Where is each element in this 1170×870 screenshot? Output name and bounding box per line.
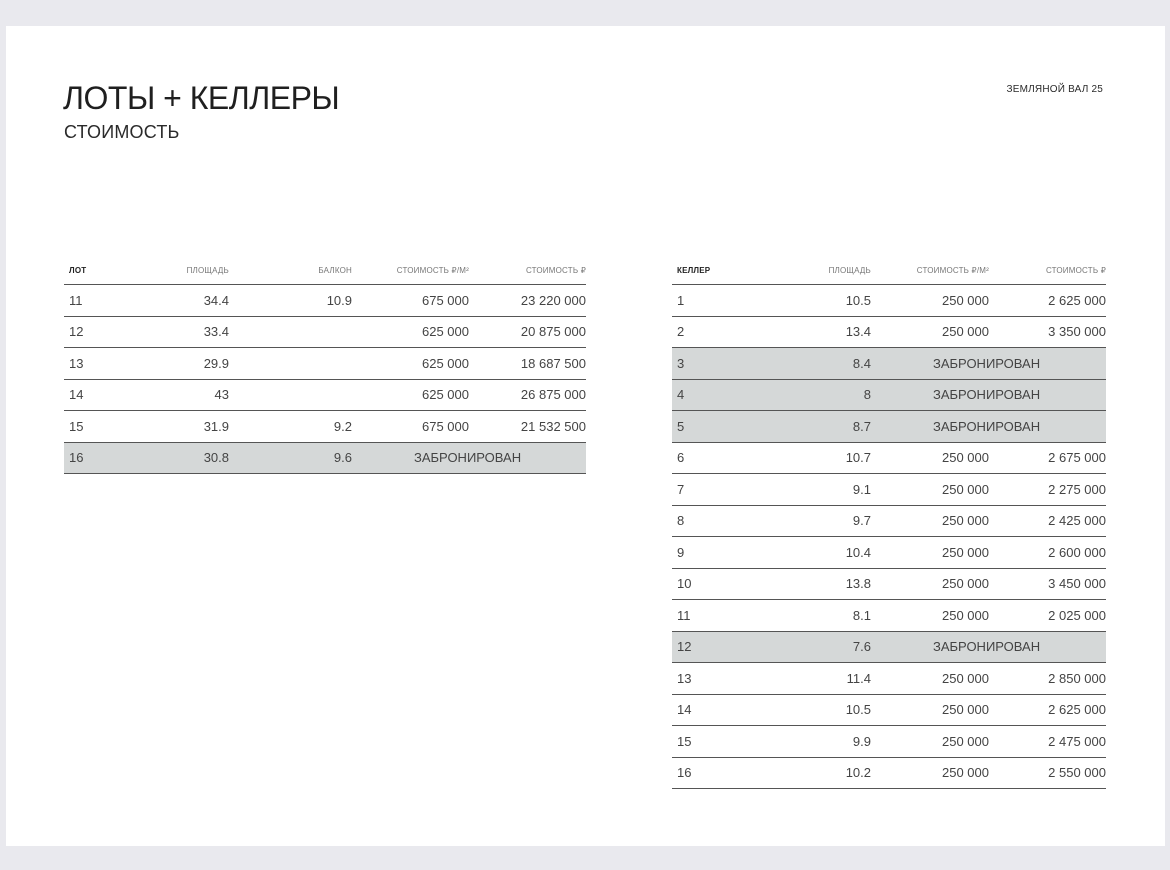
keller-row [672, 537, 1106, 569]
keller-price: 3 450 000 [989, 568, 1106, 600]
keller-area: 13.8 [752, 568, 871, 600]
lots-col-balcony: БАЛКОН [229, 256, 352, 285]
kellers-col-area: ПЛОЩАДЬ [752, 256, 871, 285]
keller-area: 9.9 [752, 726, 871, 758]
kellers-table [672, 256, 1106, 789]
kellers-col-price-m2: СТОИМОСТЬ ₽/М² [871, 256, 989, 285]
keller-row [672, 568, 1106, 600]
keller-area: 10.5 [752, 285, 871, 317]
lots-col-price-m2: СТОИМОСТЬ ₽/М² [352, 256, 469, 285]
keller-row [672, 411, 1106, 443]
keller-price-m2: 250 000 [871, 726, 989, 758]
keller-price-m2: 250 000 [871, 568, 989, 600]
keller-price: 2 600 000 [989, 537, 1106, 569]
keller-price: 2 025 000 [989, 600, 1106, 632]
lots-table [64, 256, 586, 474]
keller-number: 3 [672, 348, 752, 380]
keller-row [672, 348, 1106, 380]
keller-price-m2: 250 000 [871, 316, 989, 348]
keller-price-m2: 250 000 [871, 694, 989, 726]
keller-number: 7 [672, 474, 752, 506]
lot-row [64, 316, 586, 348]
keller-number: 16 [672, 757, 752, 789]
keller-area: 8.1 [752, 600, 871, 632]
keller-row [672, 631, 1106, 663]
lot-price-m2: 675 000 [352, 285, 469, 317]
keller-number: 11 [672, 600, 752, 632]
lot-balcony [229, 316, 352, 348]
lot-area: 33.4 [124, 316, 229, 348]
lots-col-lot: ЛОТ [64, 256, 124, 285]
keller-number: 2 [672, 316, 752, 348]
keller-area: 10.4 [752, 537, 871, 569]
keller-row [672, 600, 1106, 632]
keller-price: 3 350 000 [989, 316, 1106, 348]
lot-price: 18 687 500 [469, 348, 586, 380]
lot-number: 11 [64, 285, 124, 317]
lot-price: 21 532 500 [469, 411, 586, 443]
keller-area: 10.5 [752, 694, 871, 726]
keller-number: 14 [672, 694, 752, 726]
lot-area: 31.9 [124, 411, 229, 443]
keller-area: 10.7 [752, 442, 871, 474]
keller-area: 7.6 [752, 631, 871, 663]
keller-price: 2 275 000 [989, 474, 1106, 506]
keller-price: 2 850 000 [989, 663, 1106, 695]
lot-row [64, 379, 586, 411]
lot-number: 12 [64, 316, 124, 348]
keller-price-m2: 250 000 [871, 505, 989, 537]
lot-balcony: 10.9 [229, 285, 352, 317]
lot-row [64, 442, 586, 474]
keller-row [672, 316, 1106, 348]
lot-price: 26 875 000 [469, 379, 586, 411]
lot-row [64, 348, 586, 380]
lot-number: 16 [64, 442, 124, 474]
keller-price: 2 550 000 [989, 757, 1106, 789]
lot-number: 13 [64, 348, 124, 380]
keller-row [672, 726, 1106, 758]
keller-status: ЗАБРОНИРОВАН [871, 348, 1106, 380]
keller-area: 9.7 [752, 505, 871, 537]
keller-row [672, 442, 1106, 474]
keller-row [672, 379, 1106, 411]
lot-price-m2: 625 000 [352, 348, 469, 380]
address-label: ЗЕМЛЯНОЙ ВАЛ 25 [1006, 84, 1103, 95]
lot-number: 14 [64, 379, 124, 411]
keller-row [672, 505, 1106, 537]
keller-number: 8 [672, 505, 752, 537]
keller-area: 13.4 [752, 316, 871, 348]
keller-area: 10.2 [752, 757, 871, 789]
keller-price-m2: 250 000 [871, 757, 989, 789]
keller-status: ЗАБРОНИРОВАН [871, 631, 1106, 663]
keller-price: 2 625 000 [989, 694, 1106, 726]
lots-col-area: ПЛОЩАДЬ [124, 256, 229, 285]
keller-number: 5 [672, 411, 752, 443]
keller-row [672, 474, 1106, 506]
keller-number: 4 [672, 379, 752, 411]
lot-price-m2: 675 000 [352, 411, 469, 443]
keller-number: 13 [672, 663, 752, 695]
keller-row [672, 663, 1106, 695]
lot-area: 34.4 [124, 285, 229, 317]
keller-price-m2: 250 000 [871, 537, 989, 569]
page-subtitle: СТОИМОСТЬ [64, 122, 180, 142]
keller-status: ЗАБРОНИРОВАН [871, 411, 1106, 443]
keller-area: 8.4 [752, 348, 871, 380]
lot-row [64, 411, 586, 443]
keller-status: ЗАБРОНИРОВАН [871, 379, 1106, 411]
keller-area: 8.7 [752, 411, 871, 443]
keller-price-m2: 250 000 [871, 600, 989, 632]
lot-price-m2: 625 000 [352, 316, 469, 348]
keller-price: 2 475 000 [989, 726, 1106, 758]
lot-balcony: 9.2 [229, 411, 352, 443]
keller-number: 10 [672, 568, 752, 600]
lots-header-row [64, 256, 586, 285]
keller-price-m2: 250 000 [871, 663, 989, 695]
kellers-col-keller: КЕЛЛЕР [672, 256, 752, 285]
keller-number: 9 [672, 537, 752, 569]
lot-balcony: 9.6 [229, 442, 352, 474]
keller-price: 2 625 000 [989, 285, 1106, 317]
lot-area: 43 [124, 379, 229, 411]
keller-number: 15 [672, 726, 752, 758]
keller-area: 8 [752, 379, 871, 411]
document-page [6, 26, 1165, 846]
lot-price: 23 220 000 [469, 285, 586, 317]
keller-price: 2 425 000 [989, 505, 1106, 537]
keller-row [672, 757, 1106, 789]
keller-price-m2: 250 000 [871, 442, 989, 474]
lot-balcony [229, 379, 352, 411]
lot-price: 20 875 000 [469, 316, 586, 348]
keller-area: 11.4 [752, 663, 871, 695]
lot-area: 30.8 [124, 442, 229, 474]
lot-area: 29.9 [124, 348, 229, 380]
kellers-col-price: СТОИМОСТЬ ₽ [989, 256, 1106, 285]
kellers-header-row [672, 256, 1106, 285]
keller-row [672, 285, 1106, 317]
lots-col-price: СТОИМОСТЬ ₽ [469, 256, 586, 285]
keller-price-m2: 250 000 [871, 474, 989, 506]
lot-row [64, 285, 586, 317]
lot-price-m2: 625 000 [352, 379, 469, 411]
keller-area: 9.1 [752, 474, 871, 506]
lot-number: 15 [64, 411, 124, 443]
page-title: ЛОТЫ + КЕЛЛЕРЫ [63, 80, 340, 116]
keller-price: 2 675 000 [989, 442, 1106, 474]
lot-balcony [229, 348, 352, 380]
keller-price-m2: 250 000 [871, 285, 989, 317]
keller-number: 12 [672, 631, 752, 663]
keller-number: 1 [672, 285, 752, 317]
keller-number: 6 [672, 442, 752, 474]
keller-row [672, 694, 1106, 726]
lot-status: ЗАБРОНИРОВАН [352, 442, 586, 474]
